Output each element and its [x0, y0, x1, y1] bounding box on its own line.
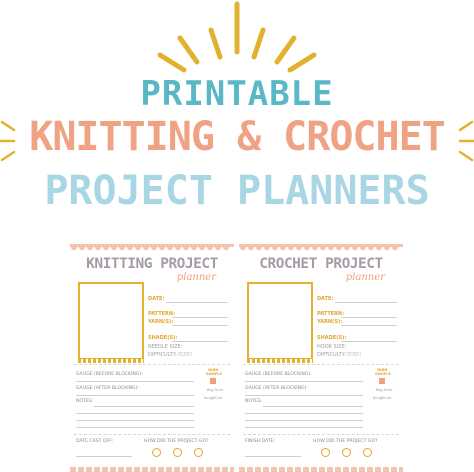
field-hook-size: HOOK SIZE: [317, 344, 347, 350]
notes-line [76, 427, 194, 428]
divider [243, 364, 399, 365]
field-line [76, 395, 194, 396]
card-subtitle: planner [345, 272, 385, 283]
bottom-border [239, 467, 403, 472]
neutral-face-icon[interactable] [342, 448, 351, 457]
field-line [341, 341, 397, 342]
gauge-before-label: GAUGE (BEFORE BLOCKING): [245, 372, 312, 377]
field-line [76, 381, 194, 382]
field-line [172, 325, 228, 326]
field-pattern: PATTERN: [148, 311, 176, 317]
notes-line [76, 420, 194, 421]
bought-on-label: bought on [373, 396, 392, 400]
yarn-sample-label: YARN SAMPLE [206, 368, 222, 376]
field-difficulty: DIFFICULTY: [148, 352, 177, 358]
card-subtitle: planner [176, 272, 216, 283]
bottom-border [70, 467, 234, 472]
field-date: DATE: [148, 296, 165, 302]
field-pattern: PATTERN: [317, 311, 345, 317]
divider [74, 364, 230, 365]
headline-printable: PRINTABLE [140, 74, 334, 114]
notes-label: NOTES: [245, 399, 263, 404]
field-yarns: YARN(S): [317, 319, 343, 325]
card-title: KNITTING PROJECT [86, 256, 218, 272]
field-line [166, 302, 228, 303]
gauge-after-label: GAUGE (AFTER BLOCKING): [76, 386, 139, 391]
scallop-border [70, 244, 234, 252]
field-line [341, 317, 397, 318]
field-yarns: YARN(S): [148, 319, 174, 325]
photo-frame [78, 282, 144, 360]
field-shades: SHADE(S): [148, 335, 178, 341]
gauge-after-label: GAUGE (AFTER BLOCKING): [245, 386, 308, 391]
sad-face-icon[interactable] [194, 448, 203, 457]
project-question-label: HOW DID THE PROJECT GO? [313, 439, 378, 444]
divider [74, 434, 230, 435]
project-question-label: HOW DID THE PROJECT GO? [144, 439, 209, 444]
sad-face-icon[interactable] [363, 448, 372, 457]
date-cast-off-label: DATE CAST OFF: [76, 439, 114, 444]
notes-label: NOTES: [76, 399, 94, 404]
field-line [172, 341, 228, 342]
field-date: DATE: [317, 296, 334, 302]
knitting-planner-card [70, 244, 234, 472]
field-line [245, 381, 363, 382]
card-title: CROCHET PROJECT [259, 256, 383, 272]
bought-on-label: bought on [204, 396, 223, 400]
scallop-border [239, 244, 403, 252]
field-line [245, 395, 363, 396]
finish-date-label: FINISH DATE: [245, 439, 276, 444]
yarn-sample-swatch [210, 378, 216, 384]
divider [243, 434, 399, 435]
buy-here-label: Buy here [207, 388, 224, 392]
field-line [172, 317, 228, 318]
notes-line [263, 406, 363, 407]
difficulty-boxes: □□□□ [178, 351, 193, 357]
notes-line [76, 413, 194, 414]
headline-project-planners: PROJECT PLANNERS [44, 168, 430, 214]
notes-line [245, 413, 363, 414]
field-line [341, 325, 397, 326]
field-line [76, 456, 132, 457]
difficulty-boxes: □□□□ [347, 351, 362, 357]
happy-face-icon[interactable] [321, 448, 330, 457]
field-difficulty: DIFFICULTY: [317, 352, 346, 358]
yarn-sample-label: YARN SAMPLE [375, 368, 391, 376]
headline-knitting-crochet: KNITTING & CROCHET [29, 114, 445, 160]
field-needle-size: NEEDLE SIZE: [148, 344, 183, 350]
field-line [245, 456, 301, 457]
gauge-before-label: GAUGE (BEFORE BLOCKING): [76, 372, 143, 377]
happy-face-icon[interactable] [152, 448, 161, 457]
yarn-sample-swatch [379, 378, 385, 384]
field-line [335, 302, 397, 303]
neutral-face-icon[interactable] [173, 448, 182, 457]
field-shades: SHADE(S): [317, 335, 347, 341]
notes-line [94, 406, 194, 407]
photo-frame [247, 282, 313, 360]
crochet-planner-card [239, 244, 403, 472]
notes-line [245, 427, 363, 428]
notes-line [245, 420, 363, 421]
buy-here-label: Buy here [376, 388, 393, 392]
